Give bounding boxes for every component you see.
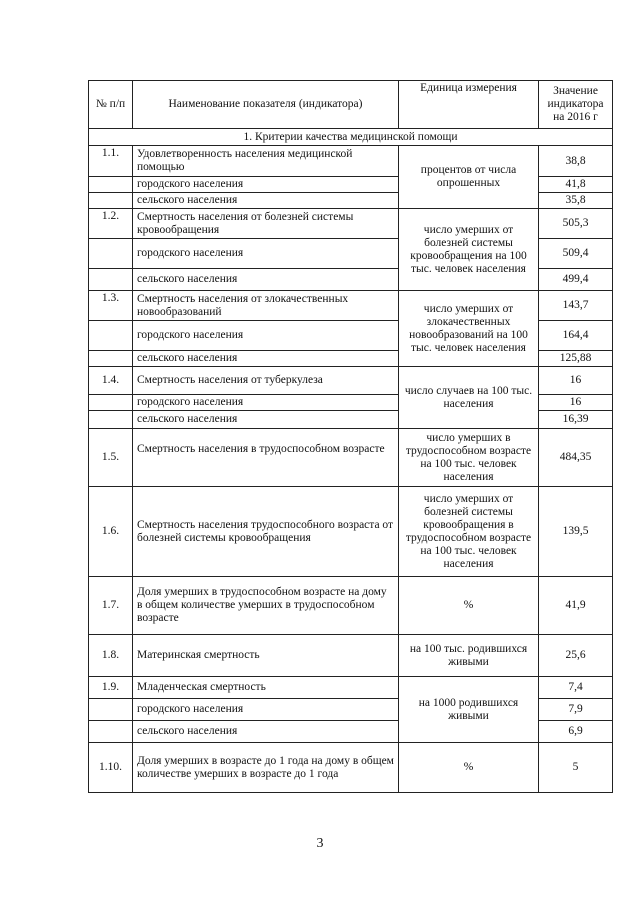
row-num: [89, 411, 133, 429]
table-row: [89, 487, 613, 577]
row-num: 1.9.: [89, 677, 133, 699]
row-value: 7,9: [539, 699, 613, 721]
table-row: [89, 146, 613, 177]
row-unit: число умерших от болезней системы кровообращения на 100 тыс. человек населения: [399, 209, 539, 291]
row-name: Доля умерших в возрасте до 1 года на дому в общем количестве умерших в возрасте до 1 года: [133, 743, 399, 793]
row-name: Смертность населения от болезней системы кровообращения: [133, 209, 399, 239]
row-name: сельского населения: [133, 721, 399, 743]
row-num: [89, 193, 133, 209]
row-name: городского населения: [133, 239, 399, 269]
row-unit: %: [399, 743, 539, 793]
row-unit: процентов от числа опрошенных: [399, 146, 539, 209]
row-num: 1.6.: [89, 487, 133, 577]
row-value: 38,8: [539, 146, 613, 177]
page-number: 3: [316, 836, 324, 851]
row-value: 499,4: [539, 269, 613, 291]
row-unit: %: [399, 577, 539, 635]
section-row: [89, 129, 613, 146]
row-unit: число умерших от болезней системы кровообращения в трудоспособном возрасте на 100 тыс. человек населения: [399, 487, 539, 577]
header-unit: Единица измерения: [399, 81, 539, 129]
table-row: [89, 577, 613, 635]
row-value: 143,7: [539, 291, 613, 321]
row-num: 1.8.: [89, 635, 133, 677]
row-value: 5: [539, 743, 613, 793]
row-num: [89, 699, 133, 721]
row-name: Материнская смертность: [133, 635, 399, 677]
row-value: 6,9: [539, 721, 613, 743]
row-num: [89, 351, 133, 367]
table-row: [89, 291, 613, 321]
row-name: сельского населения: [133, 193, 399, 209]
row-num: 1.4.: [89, 367, 133, 395]
row-name: сельского населения: [133, 411, 399, 429]
table-header-row: [89, 81, 613, 129]
row-value: 16: [539, 367, 613, 395]
row-unit: на 100 тыс. родившихся живыми: [399, 635, 539, 677]
row-num: 1.2.: [89, 209, 133, 239]
row-name: Доля умерших в трудоспособном возрасте на дому в общем количестве умерших в трудоспособном возрасте: [133, 577, 399, 635]
row-value: 7,4: [539, 677, 613, 699]
row-name: сельского населения: [133, 269, 399, 291]
row-value: 41,9: [539, 577, 613, 635]
row-name: Смертность населения в трудоспособном возрасте: [133, 429, 399, 487]
row-num: [89, 239, 133, 269]
row-name: городского населения: [133, 395, 399, 411]
table-row: [89, 209, 613, 239]
row-value: 16,39: [539, 411, 613, 429]
header-value: Значение индикатора на 2016 г: [539, 81, 613, 129]
row-name: Смертность населения трудоспособного возраста от болезней системы кровообращения: [133, 487, 399, 577]
row-value: 16: [539, 395, 613, 411]
section-title: 1. Критерии качества медицинской помощи: [89, 129, 613, 146]
row-name: Удовлетворенность населения медицинской помощью: [133, 146, 399, 177]
row-name: городского населения: [133, 177, 399, 193]
row-value: 505,3: [539, 209, 613, 239]
indicators-table: [88, 80, 613, 793]
header-num: № п/п: [89, 81, 133, 129]
table-row: [89, 429, 613, 487]
row-unit: число случаев на 100 тыс. населения: [399, 367, 539, 429]
row-value: 125,88: [539, 351, 613, 367]
row-unit: на 1000 родившихся живыми: [399, 677, 539, 743]
row-name: Смертность населения от злокачественных новообразований: [133, 291, 399, 321]
row-num: [89, 177, 133, 193]
row-name: городского населения: [133, 699, 399, 721]
row-num: 1.5.: [89, 429, 133, 487]
row-name: Смертность населения от туберкулеза: [133, 367, 399, 395]
row-unit: число умерших от злокачественных новообразований на 100 тыс. человек населения: [399, 291, 539, 367]
row-num: 1.7.: [89, 577, 133, 635]
row-value: 139,5: [539, 487, 613, 577]
row-num: [89, 321, 133, 351]
row-num: [89, 721, 133, 743]
header-name: Наименование показателя (индикатора): [133, 81, 399, 129]
row-value: 164,4: [539, 321, 613, 351]
row-value: 25,6: [539, 635, 613, 677]
row-value: 509,4: [539, 239, 613, 269]
row-num: 1.1.: [89, 146, 133, 177]
row-unit: число умерших в трудоспособном возрасте на 100 тыс. человек населения: [399, 429, 539, 487]
table-row: [89, 677, 613, 699]
row-value: 484,35: [539, 429, 613, 487]
row-num: [89, 395, 133, 411]
table-row: [89, 635, 613, 677]
table-row: [89, 743, 613, 793]
row-value: 35,8: [539, 193, 613, 209]
row-num: [89, 269, 133, 291]
row-num: 1.10.: [89, 743, 133, 793]
row-value: 41,8: [539, 177, 613, 193]
row-name: городского населения: [133, 321, 399, 351]
row-num: 1.3.: [89, 291, 133, 321]
row-name: сельского населения: [133, 351, 399, 367]
table-row: [89, 367, 613, 395]
row-name: Младенческая смертность: [133, 677, 399, 699]
